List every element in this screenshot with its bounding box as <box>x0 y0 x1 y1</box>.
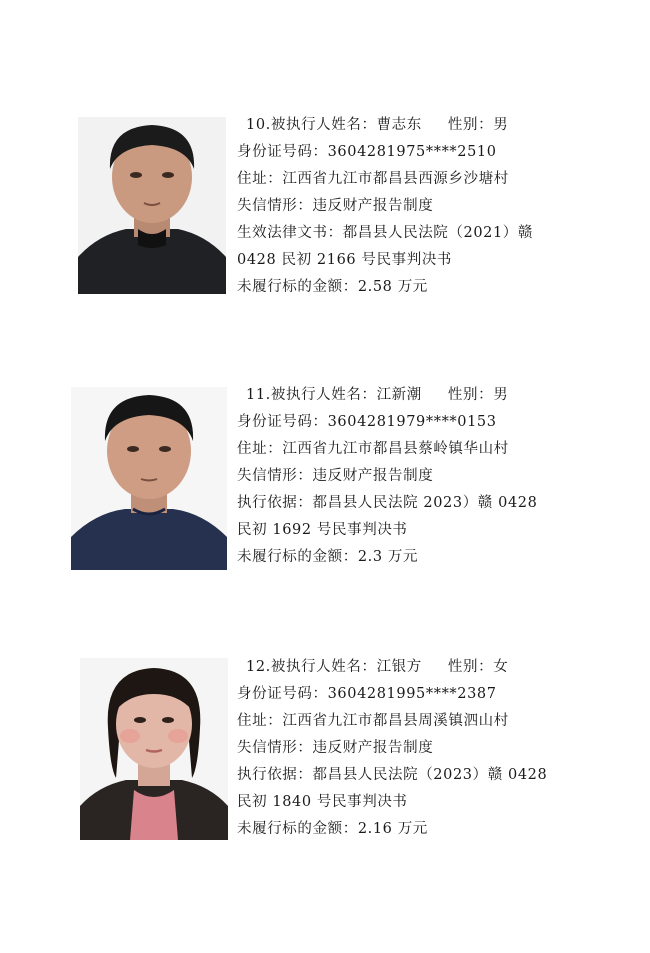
id-label: 身份证号码： <box>237 144 328 160</box>
situation-value: 违反财产报告制度 <box>312 198 434 214</box>
amount-line <box>237 544 637 571</box>
basis-line-1 <box>237 490 637 517</box>
amount-line <box>237 274 637 301</box>
address-label: 住址： <box>237 713 283 729</box>
address-value: 江西省九江市都昌县周溪镇泗山村 <box>282 713 509 729</box>
person-name: 曹志东 <box>376 117 422 133</box>
situation-value: 违反财产报告制度 <box>312 468 434 484</box>
amount-label: 未履行标的金额： <box>237 279 358 295</box>
id-line <box>237 409 637 436</box>
name-label: 被执行人姓名： <box>270 387 377 403</box>
situation-line <box>237 463 637 490</box>
id-number: 3604281979****0153 <box>327 414 497 430</box>
address-label: 住址： <box>237 441 283 457</box>
id-label: 身份证号码： <box>237 414 328 430</box>
address-line <box>237 436 637 463</box>
basis-line-2 <box>237 517 637 544</box>
situation-label: 失信情形： <box>237 740 313 756</box>
amount-label: 未履行标的金额： <box>237 549 358 565</box>
basis-line-2 <box>237 789 637 816</box>
entry-number: 12. <box>246 659 271 675</box>
entry-number: 11. <box>246 387 271 403</box>
name-line <box>237 654 637 681</box>
id-number: 3604281975****2510 <box>327 144 497 160</box>
basis-line-1 <box>237 762 637 789</box>
address-value: 江西省九江市都昌县蔡岭镇华山村 <box>282 441 509 457</box>
basis-value-1: 都昌县人民法院 2023）赣 0428 <box>312 495 538 511</box>
amount-label: 未履行标的金额： <box>237 821 358 837</box>
basis-value-2: 0428 民初 2166 号民事判决书 <box>237 252 453 268</box>
basis-value-2: 民初 1692 号民事判决书 <box>237 522 408 538</box>
person-name: 江新潮 <box>376 387 422 403</box>
entry-number: 10. <box>246 117 271 133</box>
address-line <box>237 708 637 735</box>
id-line <box>237 681 637 708</box>
person-name: 江银方 <box>376 659 422 675</box>
portrait-placeholder-icon <box>80 658 228 840</box>
amount-line <box>237 816 637 843</box>
basis-value-1: 都昌县人民法院（2021）赣 <box>342 225 534 241</box>
situation-label: 失信情形： <box>237 198 313 214</box>
id-line <box>237 139 637 166</box>
portrait-placeholder-icon <box>78 117 226 294</box>
id-label: 身份证号码： <box>237 686 328 702</box>
basis-label: 执行依据： <box>237 495 313 511</box>
basis-label: 生效法律文书： <box>237 225 343 241</box>
address-line <box>237 166 637 193</box>
name-label: 被执行人姓名： <box>270 117 377 133</box>
basis-label: 执行依据： <box>237 767 313 783</box>
gender-label: 性别： <box>447 659 494 675</box>
gender-value: 男 <box>493 387 509 403</box>
person-photo <box>78 117 226 294</box>
gender-value: 女 <box>493 659 509 675</box>
gender-value: 男 <box>493 117 509 133</box>
basis-line-1 <box>237 220 637 247</box>
portrait-placeholder-icon <box>71 387 227 570</box>
situation-value: 违反财产报告制度 <box>312 740 434 756</box>
address-label: 住址： <box>237 171 283 187</box>
situation-line <box>237 735 637 762</box>
basis-line-2 <box>237 247 637 274</box>
basis-value-1: 都昌县人民法院（2023）赣 0428 <box>312 767 548 783</box>
person-photo <box>80 658 228 840</box>
amount-value: 2.58 万元 <box>357 279 428 295</box>
name-line <box>237 382 637 409</box>
basis-value-2: 民初 1840 号民事判决书 <box>237 794 408 810</box>
situation-line <box>237 193 637 220</box>
amount-value: 2.16 万元 <box>357 821 428 837</box>
id-number: 3604281995****2387 <box>327 686 497 702</box>
amount-value: 2.3 万元 <box>357 549 419 565</box>
name-line <box>237 112 637 139</box>
name-label: 被执行人姓名： <box>270 659 377 675</box>
situation-label: 失信情形： <box>237 468 313 484</box>
gender-label: 性别： <box>447 117 494 133</box>
person-photo <box>71 387 227 570</box>
gender-label: 性别： <box>447 387 494 403</box>
address-value: 江西省九江市都昌县西源乡沙塘村 <box>282 171 509 187</box>
